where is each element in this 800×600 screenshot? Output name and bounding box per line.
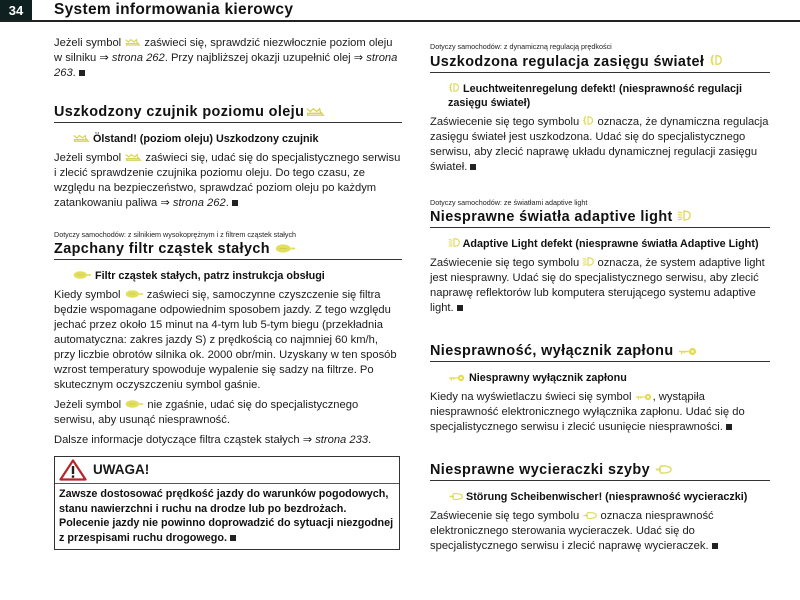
- warning-header: [55, 457, 399, 484]
- end-mark: [470, 164, 476, 170]
- sub-heading-text: Ölstand! (poziom oleju) Uszkodzony czujnik: [93, 133, 319, 145]
- body-text: Zaświecenie się tego symbolu: [430, 257, 580, 269]
- particle-filter-icon: [72, 270, 92, 280]
- particle-filter-icon: [124, 399, 144, 409]
- wiper-icon: [654, 464, 672, 475]
- body-text: .: [368, 434, 372, 446]
- sub-heading-adaptive-light: [448, 237, 770, 251]
- section-title-adaptive-light: [430, 209, 770, 228]
- particle-filter-paragraph-3: [54, 433, 402, 448]
- oil-level-icon: [124, 37, 141, 47]
- page-ref-link[interactable]: strona 263: [54, 52, 398, 79]
- particle-filter-paragraph-1: [54, 288, 402, 393]
- spacer: [54, 216, 402, 230]
- oil-intro-end: .: [72, 67, 76, 79]
- section-title-text: Niesprawne wycieraczki szyby: [430, 462, 650, 478]
- applies-to-note: Dotyczy samochodów: z dynamiczną regulacją prędkości: [430, 42, 612, 51]
- sub-heading-headlight-range: [448, 82, 770, 110]
- sub-heading-text: Adaptive Light defekt (niesprawne światła Adaptive Light): [462, 238, 759, 250]
- sub-heading-text: Filtr cząstek stałych, patrz instrukcja obsługi: [95, 270, 325, 282]
- headlight-range-icon: [709, 53, 723, 67]
- body-text: Zaświecenie się tego symbolu: [430, 510, 580, 522]
- oil-level-icon: [304, 106, 326, 117]
- ignition-key-icon: [635, 393, 653, 401]
- adaptive-light-paragraph: [430, 256, 770, 316]
- section-title-text: Zapchany filtr cząstek stałych: [54, 241, 270, 257]
- wiper-icon: [448, 492, 463, 501]
- page-ref-link[interactable]: strona 262: [111, 52, 165, 64]
- page-header: [0, 0, 800, 21]
- end-mark: [232, 200, 238, 206]
- body-text: oznacza, że dynamiczna regulacja zasięgu świateł jest uszkodzona. Udać się do specjalistycznego serwisu, aby zlecić naprawę układu dynamicznej regulacji zasięgu świateł.: [430, 116, 769, 173]
- running-title: System informowania kierowcy: [54, 1, 294, 18]
- body-text: Jeżeli symbol: [54, 399, 122, 411]
- oil-sensor-paragraph: [54, 151, 402, 211]
- body-text: nie zgaśnie, udać się do specjalistycznego serwisu, aby usunąć niesprawność.: [54, 399, 359, 426]
- oil-intro-paragraph: [54, 36, 402, 81]
- wipers-paragraph: [430, 509, 770, 554]
- warning-text: [55, 484, 399, 549]
- applies-to-note: Dotyczy samochodów: z silnikiem wysokoprężnym i z filtrem cząstek stałych: [54, 230, 297, 239]
- end-mark: [712, 543, 718, 549]
- warning-body-text: Zawsze dostosować prędkość jazdy do warunków pogodowych, stanu nawierzchni i ruchu na drodze lub po bezdrożach. Polecenie jazdy nie powinno doprowadzić do sytuacji niezgodnej z przespisami ruchu drogowego.: [59, 488, 394, 544]
- sub-heading-ignition: [448, 371, 770, 385]
- end-mark: [726, 424, 732, 430]
- section-title-text: Uszkodzona regulacja zasięgu świateł: [430, 54, 705, 70]
- body-text: .: [225, 197, 229, 209]
- body-text: zaświeci się, udać się do specjalistycznego serwisu i zlecić sprawdzenie czujnika poziomu oleju. Do tego czasu, ze względu na bezpieczeństwo, sprawdzać poziom oleju po każdym zatankowaniu paliwa ⇒: [54, 152, 401, 209]
- right-column: [430, 42, 770, 559]
- adaptive-light-icon: [582, 256, 594, 267]
- page-number: 34: [0, 0, 32, 20]
- spacer: [430, 321, 770, 343]
- oil-level-icon: [72, 133, 90, 143]
- body-text: Kiedy symbol: [54, 289, 121, 301]
- section-title-particle-filter: [54, 241, 402, 260]
- body-text: Dalsze informacje dotyczące filtra cząstek stałych ⇒: [54, 434, 316, 446]
- section-title-headlight-range: [430, 53, 770, 73]
- particle-filter-paragraph-2: [54, 398, 402, 428]
- particle-filter-icon: [274, 243, 296, 254]
- warning-triangle-icon: [59, 459, 87, 481]
- section-title-ignition: [430, 343, 770, 362]
- page-ref-link[interactable]: strona 233: [315, 434, 369, 446]
- headlight-range-icon: [582, 115, 594, 126]
- left-column: [54, 36, 402, 550]
- applies-to-note: Dotyczy samochodów: ze światłami adaptive light: [430, 198, 588, 207]
- sub-heading-text: Niesprawny wyłącznik zapłonu: [469, 372, 627, 384]
- section-title-wipers: [430, 462, 770, 481]
- oil-intro-text-2: zaświeci się, sprawdzić niezwłocznie poziom oleju w silniku ⇒: [54, 37, 393, 64]
- sub-heading-text: Störung Scheibenwischer! (niesprawność wycieraczki): [466, 491, 748, 503]
- headlight-range-icon: [448, 82, 460, 93]
- body-text: Jeżeli symbol: [54, 152, 122, 164]
- particle-filter-icon: [124, 289, 144, 299]
- spacer: [54, 86, 402, 104]
- end-mark: [230, 535, 236, 541]
- oil-level-icon: [124, 152, 142, 162]
- body-text: Zaświecenie się tego symbolu: [430, 116, 580, 128]
- end-mark: [79, 70, 85, 76]
- section-title-text: Uszkodzony czujnik poziomu oleju: [54, 104, 305, 120]
- section-title-text: Niesprawne światła adaptive light: [430, 209, 673, 225]
- sub-heading-wipers: [448, 490, 770, 504]
- header-rule: [0, 20, 800, 22]
- spacer: [430, 440, 770, 462]
- ignition-paragraph: [430, 390, 770, 435]
- adaptive-light-icon: [448, 237, 460, 248]
- ignition-key-icon: [678, 347, 698, 356]
- page-ref-link[interactable]: strona 262: [172, 197, 226, 209]
- warning-title: UWAGA!: [93, 462, 150, 477]
- body-text: , wystąpiła niesprawność elektronicznego wyłącznika zapłonu. Udać się do specjalistycznego serwisu i zlecić usunięcie niesprawności.: [430, 391, 745, 433]
- end-mark: [457, 305, 463, 311]
- sub-heading-oil-sensor: [72, 132, 402, 146]
- adaptive-light-icon: [677, 209, 691, 222]
- spacer: [430, 180, 770, 198]
- sub-heading-text: Leuchtweitenregelung defekt! (niesprawność regulacji zasięgu świateł): [448, 83, 742, 109]
- oil-intro-text-3: . Przy najbliższej okazji uzupełnić olej ⇒: [164, 52, 367, 64]
- oil-intro-text-1: Jeżeli symbol: [54, 37, 122, 49]
- wiper-icon: [582, 511, 597, 520]
- body-text: zaświeci się, samoczynne czyszczenie się filtra będzie wspomagane odpowiednim sposobem jazdy. Z tego względu jechać przez około 15 minut na 4-tym lub 5-tym biegu (przekładnia automatyczna: zakres jazdy S) z prędkością co najmniej 60 km/h, przy liczbie obrotów silnika ok. 2000 obr/min. Uzyskany w ten sposób wzrost temperatury spowoduje wypalenie się sadzy na filtrze. Po skutecznym oczyszczeniu symbol gaśnie.: [54, 289, 397, 391]
- section-title-oil-sensor: [54, 104, 402, 123]
- warning-box: [54, 456, 400, 550]
- sub-heading-particle-filter: [72, 269, 402, 283]
- ignition-key-icon: [448, 374, 466, 382]
- body-text: oznacza, że system adaptive light jest niesprawny. Udać się do specjalistycznego serwisu, aby zlecić naprawę reflektorów lub komputera sterującego systemu adaptive light.: [430, 257, 765, 314]
- body-text: Kiedy na wyświetlaczu świeci się symbol: [430, 391, 632, 403]
- section-title-text: Niesprawność, wyłącznik zapłonu: [430, 343, 674, 359]
- body-text: oznacza niesprawność elektronicznego sterowania wycieraczek. Udać się do specjalistycznego serwisu i zlecić naprawę wycieraczek.: [430, 510, 714, 552]
- headlight-range-paragraph: [430, 115, 770, 175]
